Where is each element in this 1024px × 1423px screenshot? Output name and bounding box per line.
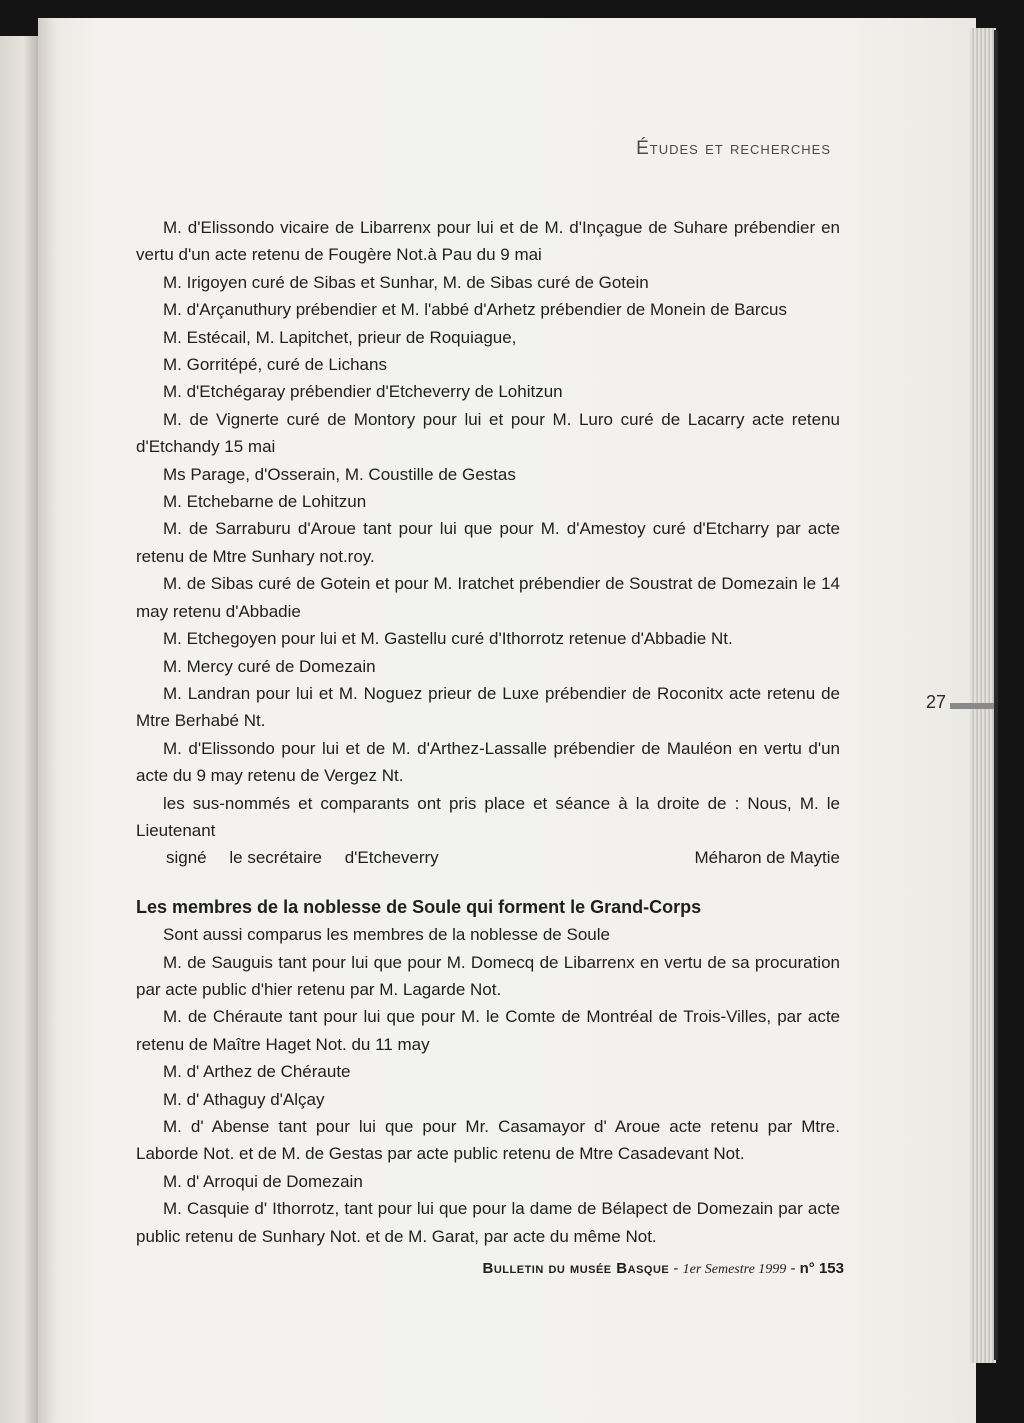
left-page-edge [0, 36, 38, 1423]
paragraph: M. d' Arthez de Chéraute [163, 1062, 351, 1082]
signature-line [136, 844, 840, 871]
footer [380, 1260, 844, 1278]
paragraph: M. d'Arçanuthury prébendier et M. l'abbé d'Arhetz prébendier de Monein de Barcus [163, 300, 787, 320]
section-heading: Les membres de la noblesse de Soule qui forment le Grand-Corps [136, 896, 702, 917]
page-tab-marker [950, 703, 994, 709]
footer-issue-number: n° 153 [799, 1260, 844, 1277]
paragraph: M. de Sibas curé de Gotein et pour M. Iratchet prébendier de Soustrat de Domezain le 14 may retenu d'Abbadie [136, 574, 840, 621]
paragraph: M. Mercy curé de Domezain [163, 656, 376, 676]
paragraph: M. de Vignerte curé de Montory pour lui et pour M. Luro curé de Lacarry acte retenu d'Etchandy 15 mai [136, 409, 840, 457]
footer-bulletin: Bulletin du musée Basque [482, 1260, 670, 1277]
footer-separator: - [786, 1260, 800, 1277]
paragraph: M. Landran pour lui et M. Noguez prieur de Luxe prébendier de Roconitx acte retenu de Mtre Berhabé Nt. [136, 683, 840, 731]
lieutenant-name: Méharon de Maytie [694, 848, 840, 868]
signed-label: signé [166, 848, 207, 868]
paragraph: M. d' Athaguy d'Alçay [163, 1089, 325, 1109]
paragraph: M. d' Abense tant pour lui que pour Mr. Casamayor d' Aroue acte retenu par Mtre. Laborde Not. et de M. de Gestas par acte public retenu de Mtre Casadevant Not. [136, 1117, 840, 1164]
paragraph: les sus-nommés et comparants ont pris place et séance à la droite de : Nous, M. le Lieutenant [136, 793, 840, 840]
paragraph: M. d' Arroqui de Domezain [163, 1171, 363, 1191]
paragraph: M. de Sarraburu d'Aroue tant pour lui que pour M. d'Amestoy curé d'Etcharry par acte retenu de Mtre Sunhary not.roy. [136, 519, 840, 566]
paragraph: M. Etchebarne de Lohitzun [163, 492, 367, 512]
paragraph: M. de Chéraute tant pour lui que pour M. le Comte de Montréal de Trois-Villes, par acte retenu de Maître Haget Not. du 11 may [136, 1007, 840, 1054]
document-body [136, 214, 840, 1250]
page-number: 27 [926, 692, 947, 712]
secretary-name: d'Etcheverry [344, 848, 439, 868]
paragraph: M. d'Elissondo vicaire de Libarrenx pour lui et de M. d'Inçague de Suhare prébendier en vertu d'un acte retenu de Fougère Not.à Pau du 9 mai [136, 218, 840, 265]
paragraph: M. de Sauguis tant pour lui que pour M. Domecq de Libarrenx en vertu de sa procuration par acte public d'hier retenu par M. Lagarde Not. [136, 952, 840, 999]
page-stack-edges [970, 28, 996, 1363]
paragraph: Sont aussi comparus les membres de la noblesse de Soule [163, 925, 610, 945]
paragraph: M. Casquie d' Ithorrotz, tant pour lui que pour la dame de Bélapect de Domezain par acte public retenu de Sunhary Not. et de M. Garat, par acte du même Not. [136, 1199, 840, 1246]
paragraph: M. Irigoyen curé de Sibas et Sunhar, M. de Sibas curé de Gotein [163, 272, 649, 292]
paragraph: M. Etchegoyen pour lui et M. Gastellu curé d'Ithorrotz retenue d'Abbadie Nt. [163, 629, 733, 649]
running-header-title: Études et recherches [636, 138, 831, 159]
paragraph: M. Estécail, M. Lapitchet, prieur de Roquiague, [163, 327, 517, 347]
footer-semester: 1er Semestre 1999 [682, 1262, 787, 1277]
paragraph: M. d'Etchégaray prébendier d'Etcheverry de Lohitzun [163, 382, 563, 402]
footer-separator: - [669, 1260, 683, 1277]
secretary-label: le secrétaire [229, 848, 322, 868]
page-edge-shadow [994, 30, 998, 1360]
paragraph: M. Gorritépé, curé de Lichans [163, 355, 387, 375]
paragraph: M. d'Elissondo pour lui et de M. d'Arthez-Lassalle prébendier de Mauléon en vertu d'un acte du 9 may retenu de Vergez Nt. [136, 738, 840, 786]
paragraph: Ms Parage, d'Osserain, M. Coustille de Gestas [163, 464, 516, 484]
